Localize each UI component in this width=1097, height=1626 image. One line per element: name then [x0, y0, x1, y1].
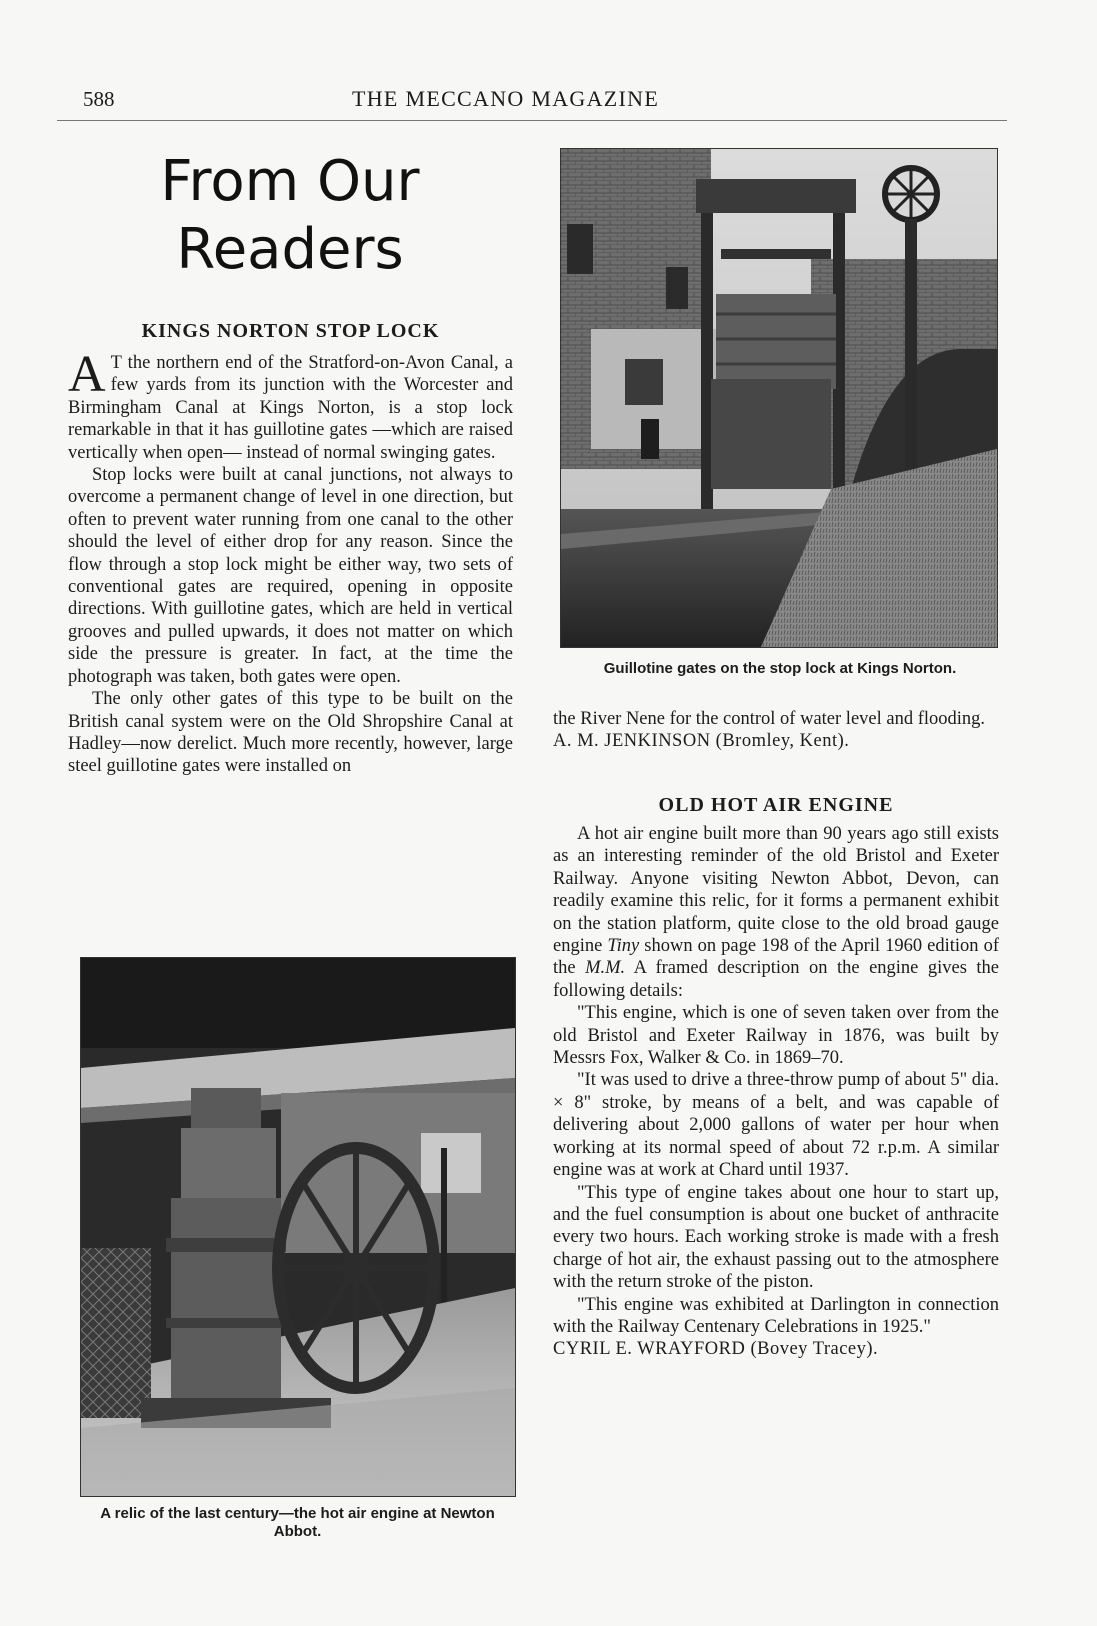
photo-caption-engine: A relic of the last century—the hot air engine at Newton Abbot.	[100, 1505, 495, 1540]
drop-cap: A	[68, 346, 106, 403]
text-run: A framed description on the engine gives the following details:	[553, 958, 999, 1001]
running-title: THE MECCANO MAGAZINE	[352, 86, 660, 111]
italic-run: M.M.	[585, 958, 626, 979]
article-body-kings-norton	[68, 346, 513, 778]
engine-photo-image	[81, 958, 515, 1496]
paragraph: Stop locks were built at canal junctions, not always to overcome a permanent change of level in one direction, but often to prevent water running from one canal to the other should the level of either drop for any reason. Since the flow through a stop lock might be either way, two sets of conventional gates are required, opening in opposite directions. With guillotine gates, which are held in vertical grooves and pulled upwards, it does not matter on which side the pressure is greater. In fact, at the time the photograph was taken, both gates were open.	[68, 465, 513, 687]
header-rule	[57, 120, 1007, 121]
author-signature: CYRIL E. WRAYFORD (Bovey Tracey).	[553, 1339, 879, 1360]
hot-air-engine-photo	[80, 957, 516, 1497]
text-run: A hot air engine built more than 90 years ago still exists as an interesting reminder of the old Bristol and Exeter Railway. Anyone visiting Newton Abbot, Devon, can readily examine this relic, for it forms a permanent exhibit on the station platform, quite close to the old broad gauge engine	[553, 824, 999, 957]
paragraph	[553, 823, 999, 1002]
article-body-kings-norton-continued	[553, 708, 999, 753]
paragraph: "This engine was exhibited at Darlington in connection with the Railway Centenary Celebrations in 1925."	[553, 1294, 999, 1337]
paragraph: "This engine, which is one of seven taken over from the old Bristol and Exeter Railway in 1876, was built by Messrs Fox, Walker & Co. in 1869–70.	[553, 1003, 999, 1069]
text-run: shown on page 198 of the April 1960 edition of the	[553, 936, 999, 979]
article-body-hot-air-engine	[553, 823, 999, 1361]
article-heading-kings-norton: KINGS NORTON STOP LOCK	[141, 320, 440, 342]
paragraph: T the northern end of the Stratford-on-Avon Canal, a few yards from its junction with the Worcester and Birmingham Canal at Kings Norton, is a stop lock remarkable in that it has guillotine gates —which are raised vertically when open— instead of normal swinging gates.	[68, 353, 513, 463]
paragraph: "It was used to drive a three-throw pump of about 5" dia. × 8" stroke, by means of a belt, and was capable of delivering about 2,000 gallons of water per hour when working at its normal speed of about 72 r.p.m. A similar engine was at work at Chard until 1937.	[553, 1070, 999, 1181]
page-number: 588	[83, 87, 115, 111]
section-title: From Our Readers	[160, 149, 420, 282]
guillotine-gates-photo	[560, 148, 998, 648]
lock-photo-image	[561, 149, 997, 647]
paragraph: the River Nene for the control of water level and flooding.	[553, 709, 986, 729]
paragraph: The only other gates of this type to be built on the British canal system were on the Old Shropshire Canal at Hadley—now derelict. Much more recently, however, large steel guillotine gates were installed on	[68, 689, 513, 777]
paragraph: "This type of engine takes about one hour to start up, and the fuel consumption is about one bucket of anthracite every two hours. Each working stroke is made with a fresh charge of hot air, the exhaust passing out to the atmosphere with the return stroke of the piston.	[553, 1182, 999, 1293]
photo-caption-lock: Guillotine gates on the stop lock at Kings Norton.	[603, 660, 957, 677]
article-heading-hot-air-engine: OLD HOT AIR ENGINE	[658, 794, 894, 816]
italic-run: Tiny	[607, 936, 640, 957]
author-signature: A. M. JENKINSON (Bromley, Kent).	[553, 731, 850, 752]
